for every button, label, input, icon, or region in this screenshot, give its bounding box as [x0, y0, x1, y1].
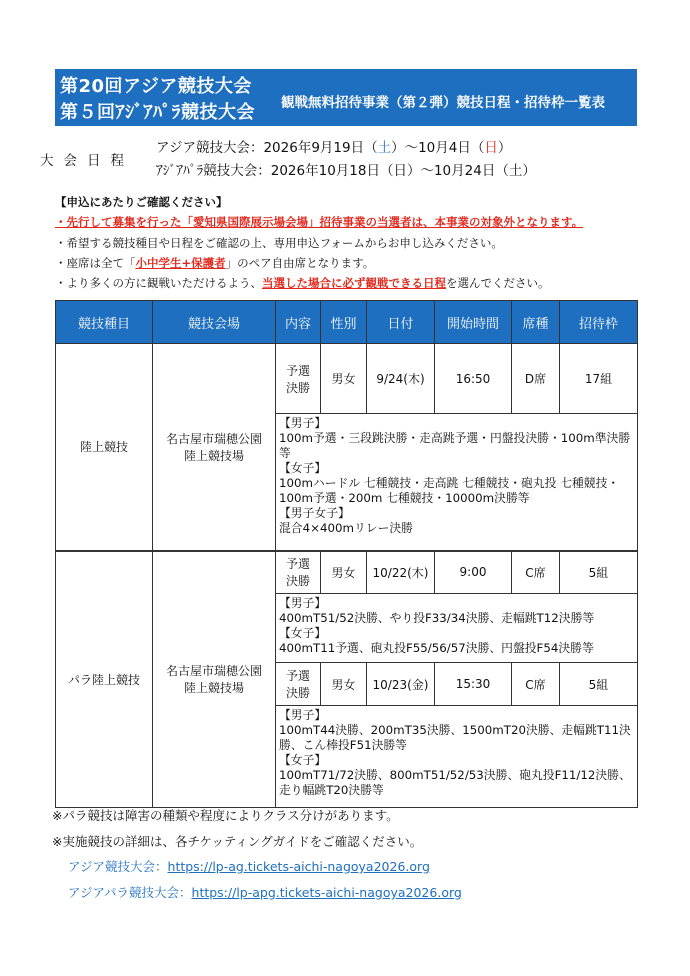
time-cell: 15:30	[435, 663, 512, 706]
date-cell: 10/22(木)	[367, 551, 435, 594]
seat-cell: C席	[512, 663, 560, 706]
gender-cell: 男女	[321, 344, 367, 414]
col-date: 日付	[367, 301, 435, 344]
para-day2-details: 【男子】 100mT44決勝、200mT35決勝、1500mT20決勝、走幅跳T11決勝、こん棒投F51決勝等 【女子】 100mT71/72決勝、800mT51/52/53決勝、砲丸投F11/12決勝、走り幅跳T20決勝等	[276, 706, 638, 808]
date-cell: 9/24(木)	[367, 344, 435, 414]
notes-heading: 【申込にあたりご確認ください】	[55, 195, 228, 209]
content-cell: 予選 決勝	[276, 663, 321, 706]
title-banner	[55, 69, 637, 126]
venue-athletics: 名古屋市瑞穂公園 陸上競技場	[153, 344, 276, 551]
col-slots: 招待枠	[560, 301, 638, 344]
schedule-table	[55, 300, 638, 808]
banner-subtitle: 観戦無料招待事業（第２弾）競技日程・招待枠一覧表	[281, 95, 605, 111]
asian-games-guide-link[interactable]: アジア競技大会：https://lp-ag.tickets-aichi-nagoya2026.org	[68, 859, 430, 874]
slots-cell: 5組	[560, 663, 638, 706]
time-cell: 16:50	[435, 344, 512, 414]
col-venue: 競技会場	[153, 301, 276, 344]
col-seat: 席種	[512, 301, 560, 344]
col-start-time: 開始時間	[435, 301, 512, 344]
col-event: 競技種目	[56, 301, 153, 344]
table-row	[56, 344, 638, 414]
content-cell: 予選 決勝	[276, 551, 321, 594]
para-games-dates: ｱｼﾞｱﾊﾟﾗ競技大会：2026年10月18日（日）～10月24日（土）	[156, 163, 536, 179]
saturday-mark: 土	[377, 140, 392, 156]
slots-cell: 17組	[560, 344, 638, 414]
event-athletics: 陸上競技	[56, 344, 153, 551]
seat-cell: C席	[512, 551, 560, 594]
col-gender: 性別	[321, 301, 367, 344]
time-cell: 9:00	[435, 551, 512, 594]
para-games-guide-link[interactable]: アジアパラ競技大会：https://lp-apg.tickets-aichi-nagoya2026.org	[68, 885, 462, 900]
slots-cell: 5組	[560, 551, 638, 594]
col-content: 内容	[276, 301, 321, 344]
table-header-row	[56, 301, 638, 344]
application-notes	[55, 192, 583, 293]
note-choose-date: ・より多くの方に観戦いただけるよう、当選した場合に必ず観戦できる日程を選んでください。	[55, 276, 550, 291]
table-row	[56, 551, 638, 594]
gender-cell: 男女	[321, 551, 367, 594]
title-para-games: 第５回ｱｼﾞｱﾊﾟﾗ競技大会	[60, 102, 255, 123]
event-para-athletics: パラ陸上競技	[56, 551, 153, 808]
date-cell: 10/23(金)	[367, 663, 435, 706]
seat-cell: D席	[512, 344, 560, 414]
note-apply-form: ・希望する競技種目や日程をご確認の上、専用申込フォームからお申し込みください。	[55, 235, 503, 250]
para-day1-details: 【男子】 400mT51/52決勝、やり投F33/34決勝、走幅跳T12決勝等 【女子】 400mT11予選、砲丸投F55/56/57決勝、円盤投F54決勝等	[276, 594, 638, 663]
note-seating: ・座席は全て「小中学生+保護者」のペア自由席となります。	[55, 255, 375, 270]
athletics-event-details: 【男子】 100m予選・三段跳決勝・走高跳予選・円盤投決勝・100m準決勝等 【女子】 100mハードル 七種競技・走高跳 七種競技・砲丸投 七種競技・100m予選・200m 七種競技・10000m決勝等 【男子女子】 混合4×400mリレー決勝	[276, 414, 638, 551]
sunday-mark: 日	[484, 140, 498, 156]
asian-games-dates: アジア競技大会：2026年9月19日（土）～10月4日（日）	[156, 140, 512, 156]
footnote-ticketing-guide: ※実施競技の詳細は、各チケッティングガイドをご確認ください。	[52, 834, 423, 849]
content-cell: 予選 決勝	[276, 344, 321, 414]
title-asian-games: 第20回アジア競技大会	[60, 76, 252, 97]
dates-label: 大会日程	[40, 153, 134, 169]
venue-para-athletics: 名古屋市瑞穂公園 陸上競技場	[153, 551, 276, 808]
footnote-para-classes: ※パラ競技は障害の種類や程度によりクラス分けがあります。	[52, 808, 399, 823]
note-previous-winners: ・先行して募集を行った「愛知県国際展示場会場」招待事業の当選者は、本事業の対象外となります。	[55, 215, 584, 230]
gender-cell: 男女	[321, 663, 367, 706]
